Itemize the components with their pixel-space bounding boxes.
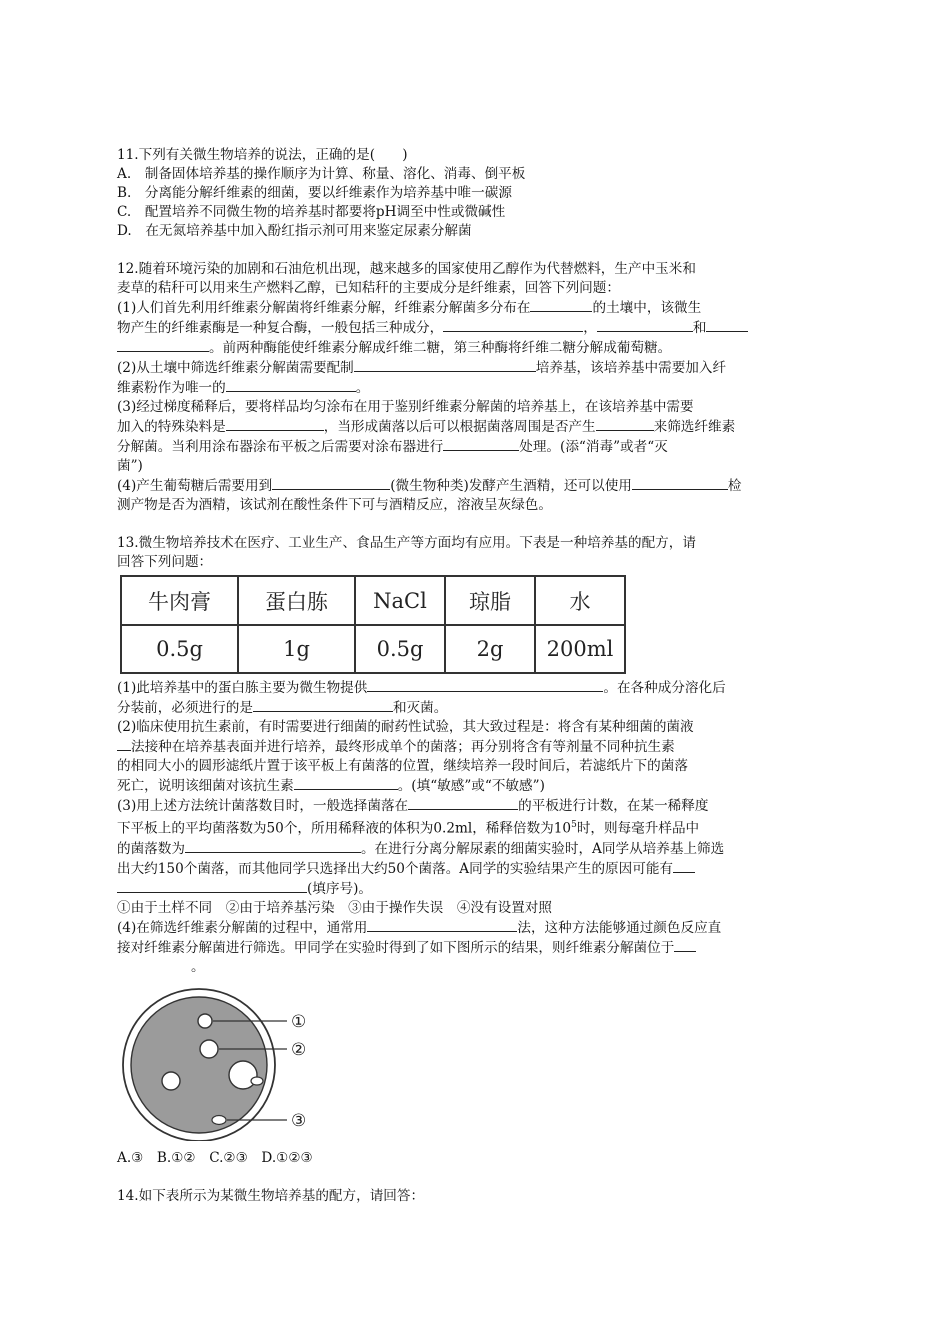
figure-label: ③ [291, 1110, 307, 1131]
answer-blank[interactable] [117, 338, 209, 352]
medium-recipe-table [120, 575, 626, 674]
colony-clear-zone [229, 1061, 257, 1089]
text: (4)产生葡萄糖后需要用到 [117, 478, 273, 494]
answer-blank[interactable] [117, 879, 307, 893]
answer-blank[interactable] [185, 839, 361, 853]
answer-blank[interactable] [354, 358, 536, 372]
q12-part1-line2 [117, 318, 837, 338]
table-cell: 2g [445, 625, 535, 673]
text: (1)人们首先利用纤维素分解菌将纤维素分解，纤维素分解菌多分布在 [117, 300, 531, 316]
question-14 [117, 1187, 837, 1206]
answer-blank[interactable] [253, 698, 393, 712]
text: 。在进行分离分解尿素的细菌实验时，A同学从培养基上筛选 [360, 840, 725, 857]
table-cell: 1g [238, 625, 355, 673]
text: 处理。(添“消毒”或者“灭 [519, 439, 668, 455]
answer-blank[interactable] [226, 417, 324, 431]
q13-part4-line3: 。 [191, 958, 205, 975]
q13-part3-line4 [117, 859, 837, 879]
question-11 [117, 146, 837, 241]
text: 培养基，该培养基中需要加入纤 [535, 360, 727, 376]
figure-label: ① [291, 1011, 307, 1032]
question-12 [117, 260, 837, 515]
petri-dish-figure [121, 983, 321, 1141]
q13-stem-line2: 回答下列问题： [117, 554, 213, 570]
text: 死亡，说明该细菌对该抗生素 [117, 778, 294, 794]
table-header-cell: 琼脂 [445, 576, 535, 625]
q12-part4-line1 [117, 476, 837, 496]
text: 法接种在培养基表面并进行培养，最终形成单个的菌落；再分别将含有等剂量不同种抗生素 [131, 739, 675, 755]
colony [162, 1072, 180, 1090]
table-header-row [121, 576, 625, 625]
q13-part3-line1 [117, 796, 837, 816]
q13-part2-line3: 的相同大小的圆形滤纸片置于该平板上有菌落的位置，继续培养一段时间后，若滤纸片下的菌落 [117, 758, 688, 774]
answer-blank[interactable] [596, 417, 654, 431]
text: 分解菌。当利用涂布器涂布平板之后需要对涂布器进行 [117, 439, 444, 455]
answer-blank[interactable] [294, 776, 398, 790]
text: (3)用上述方法统计菌落数目时，一般选择菌落在 [117, 798, 409, 814]
text: (4)在筛选纤维素分解菌的过程中，通常用 [117, 919, 368, 936]
document-page [117, 146, 837, 1206]
q12-part3-line1: (3)经过梯度稀释后，要将样品均匀涂布在用于鉴别纤维素分解菌的培养基上，在该培养基中需要 [117, 399, 694, 415]
answer-blank[interactable] [597, 318, 693, 332]
q12-part3-line2 [117, 417, 837, 437]
q12-stem-line1: 12.随着环境污染的加剧和石油危机出现，越来越多的国家使用乙醇作为代替燃料，生产中玉米和 [117, 261, 696, 277]
answer-blank[interactable] [674, 938, 696, 952]
q12-part3-line3 [117, 437, 837, 457]
q11-option-b: B. 分离能分解纤维素的细菌，要以纤维素作为培养基中唯一碳源 [117, 185, 512, 201]
q13-part2-line2 [117, 737, 837, 757]
answer-blank[interactable] [706, 318, 748, 332]
text: (填序号)。 [307, 880, 372, 897]
answer-blank[interactable] [632, 476, 728, 490]
q13-part1-line1 [117, 678, 837, 698]
q13-part4-line2 [117, 938, 837, 958]
table-header-cell: 水 [535, 576, 625, 625]
answer-blank[interactable] [408, 796, 518, 810]
q13-part2-line1: (2)临床使用抗生素前，有时需要进行细菌的耐药性试验，其大致过程是：将含有某种细菌的菌液 [117, 719, 694, 735]
q13-part1-line2 [117, 698, 837, 718]
q13-part3-line3 [117, 839, 837, 859]
text: (2)从土壤中筛选纤维素分解菌需要配制 [117, 360, 354, 376]
table-header-cell: NaCl [355, 576, 445, 625]
table-row [121, 625, 625, 673]
text: 。 [355, 380, 370, 396]
text: (微生物种类)发酵产生酒精，还可以使用 [390, 478, 632, 494]
text: 出大约150个菌落，而其他同学只选择出大约50个菌落。A同学的实验结果产生的原因可能有 [117, 860, 674, 877]
table-cell: 200ml [535, 625, 625, 673]
q12-part2-line2 [117, 378, 837, 398]
table-header-cell: 蛋白胨 [238, 576, 355, 625]
text: 的菌落数为 [117, 840, 185, 857]
answer-blank[interactable] [117, 737, 131, 751]
q11-option-c: C. 配置培养不同微生物的培养基时都要将pH调至中性或微碱性 [117, 204, 506, 220]
text: 和灭菌。 [392, 700, 448, 716]
text: 时，则每毫升样品中 [576, 820, 700, 837]
colony [251, 1077, 263, 1085]
text: 的平板进行计数，在某一稀释度 [518, 798, 709, 814]
colony [212, 1115, 226, 1124]
answer-blank[interactable] [443, 318, 583, 332]
answer-blank[interactable] [272, 476, 390, 490]
exponent: 5 [571, 820, 577, 830]
q14-stem: 14.如下表所示为某微生物培养基的配方，请回答： [117, 1187, 425, 1204]
answer-blank[interactable] [226, 378, 356, 392]
text: 。(填“敏感”或“不敏感”) [397, 778, 545, 794]
text: 来筛选纤维素 [653, 419, 736, 435]
answer-blank[interactable] [367, 678, 603, 692]
colony [200, 1040, 218, 1058]
q13-part3-line2 [117, 816, 837, 839]
text: 加入的特殊染料是 [117, 419, 226, 435]
q13-part3-line5 [117, 879, 837, 899]
text: ，当形成菌落以后可以根据菌落周围是否产生 [323, 419, 596, 435]
text: ， [583, 320, 597, 336]
q13-part3-line6: ①由于土样不同 ②由于培养基污染 ③由于操作失误 ④没有设置对照 [117, 899, 552, 916]
answer-blank[interactable] [443, 437, 519, 451]
q13-choices: A.③ B.①② C.②③ D.①②③ [117, 1149, 313, 1166]
q12-stem-line2: 麦草的秸秆可以用来生产燃料乙醇，已知秸秆的主要成分是纤维素，回答下列问题： [117, 280, 620, 296]
figure-label: ② [291, 1039, 307, 1060]
q12-part4-line2: 测产物是否为酒精，该试剂在酸性条件下可与酒精反应，溶液呈灰绿色。 [117, 497, 552, 513]
text: 。前两种酶能使纤维素分解成纤维二糖，第三种酶将纤维二糖分解成葡萄糖。 [209, 340, 672, 356]
table-cell: 0.5g [355, 625, 445, 673]
text: 分装前，必须进行的是 [117, 700, 253, 716]
table-cell: 0.5g [121, 625, 238, 673]
q11-option-a: A. 制备固体培养基的操作顺序为计算、称量、溶化、消毒、倒平板 [117, 166, 526, 182]
q13-part2-line4 [117, 776, 837, 796]
answer-blank[interactable] [673, 859, 695, 873]
answer-blank[interactable] [530, 298, 592, 312]
q11-stem: 11.下列有关微生物培养的说法，正确的是( ) [117, 147, 408, 163]
q12-part1-line1 [117, 298, 837, 318]
q12-part2-line1 [117, 358, 837, 378]
colony [198, 1014, 212, 1028]
text: (1)此培养基中的蛋白胨主要为微生物提供 [117, 680, 368, 696]
text: 下平板上的平均菌落数为50个，所用稀释液的体积为0.2ml，稀释倍数为10 [117, 820, 572, 837]
text: 和 [692, 320, 707, 336]
q12-part3-line4: 菌”) [117, 458, 143, 474]
q13-part4-line1 [117, 918, 837, 938]
q13-stem-line1: 13.微生物培养技术在医疗、工业生产、食品生产等方面均有应用。下表是一种培养基的配方，请 [117, 535, 696, 551]
text: 法，这种方法能够通过颜色反应直 [517, 919, 722, 936]
text: 物产生的纤维素酶是一种复合酶，一般包括三种成分， [117, 320, 444, 336]
text: 维素粉作为唯一的 [117, 380, 226, 396]
answer-blank[interactable] [367, 918, 517, 932]
q12-part1-line3 [117, 338, 837, 358]
text: 检 [727, 478, 742, 494]
text: 。在各种成分溶化后 [603, 680, 726, 696]
q11-option-d: D. 在无氮培养基中加入酚红指示剂可用来鉴定尿素分解菌 [117, 223, 472, 239]
text: 接对纤维素分解菌进行筛选。甲同学在实验时得到了如下图所示的结果，则纤维素分解菌位于 [117, 939, 675, 956]
table-header-cell: 牛肉膏 [121, 576, 238, 625]
text: 的土壤中，该微生 [592, 300, 702, 316]
question-13 [117, 534, 837, 1168]
